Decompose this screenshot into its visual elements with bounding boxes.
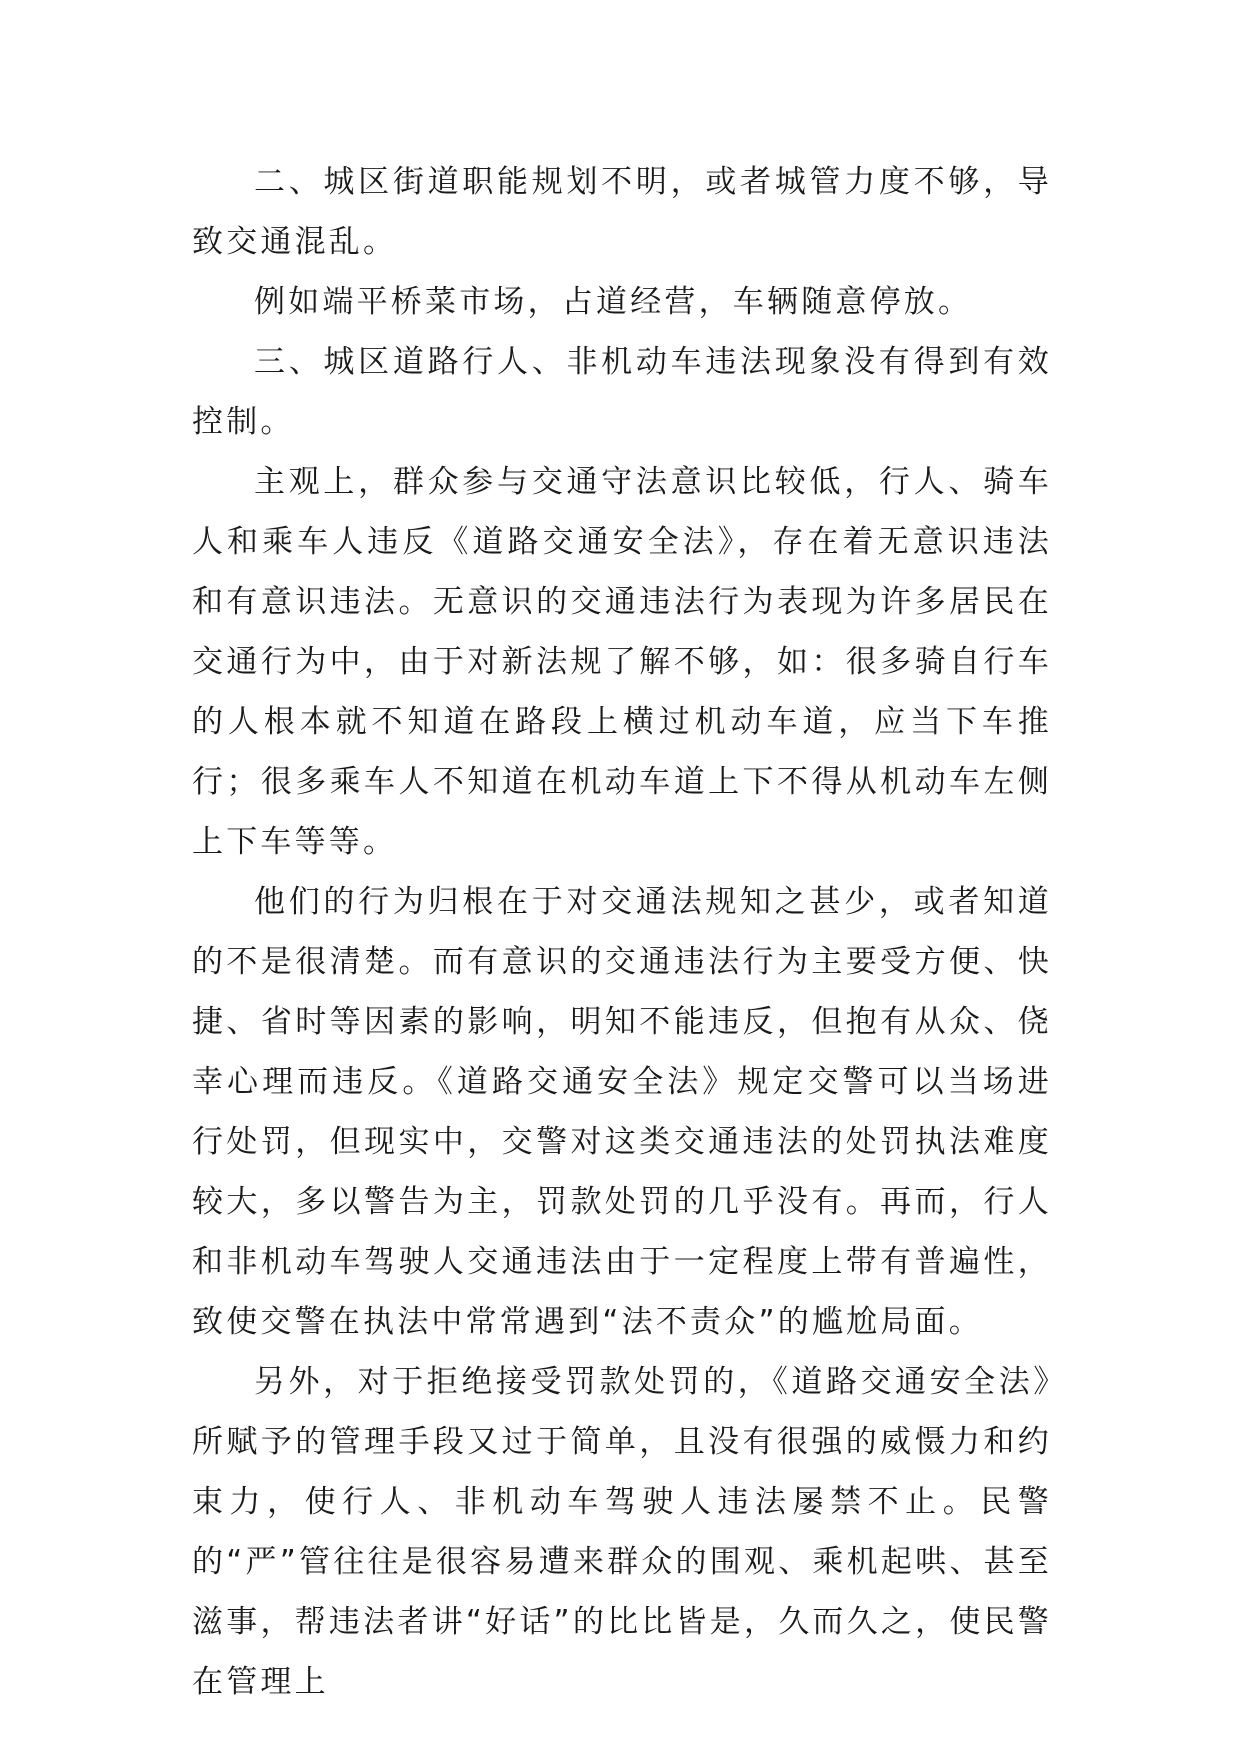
paragraph-4: 主观上，群众参与交通守法意识比较低，行人、骑车人和乘车人违反《道路交通安全法》，存在着无意识违法和有意识违法。无意识的交通违法行为表现为许多居民在交通行为中，由于对新法规了解不够，如：很多骑自行车的人根本就不知道在路段上横过机动车道，应当下车推行；很多乘车人不知道在机动车道上下不得从机动车左侧上下车等等。: [192, 464, 1052, 860]
paragraph-2: 例如端平桥菜市场，占道经营，车辆随意停放。: [254, 284, 973, 320]
paragraph-6: 另外，对于拒绝接受罚款处罚的，《道路交通安全法》所赋予的管理手段又过于简单，且没有很强的威慑力和约束力，使行人、非机动车驾驶人违法屡禁不止。民警的“严”管往往是很容易遭来群众的围观、乘机起哄、甚至滋事，帮违法者讲“好话”的比比皆是，久而久之，使民警在管理上: [192, 1364, 1052, 1700]
document-page: [192, 152, 1052, 1712]
paragraph-1: 二、城区街道职能规划不明，或者城管力度不够，导致交通混乱。: [192, 164, 1052, 260]
paragraph-3: 三、城区道路行人、非机动车违法现象没有得到有效控制。: [192, 344, 1052, 440]
paragraph-5: 他们的行为归根在于对交通法规知之甚少，或者知道的不是很清楚。而有意识的交通违法行为主要受方便、快捷、省时等因素的影响，明知不能违反，但抱有从众、侥幸心理而违反。《道路交通安全法》规定交警可以当场进行处罚，但现实中，交警对这类交通违法的处罚执法难度较大，多以警告为主，罚款处罚的几乎没有。再而，行人和非机动车驾驶人交通违法由于一定程度上带有普遍性，致使交警在执法中常常遇到“法不责众”的尴尬局面。: [192, 884, 1052, 1340]
